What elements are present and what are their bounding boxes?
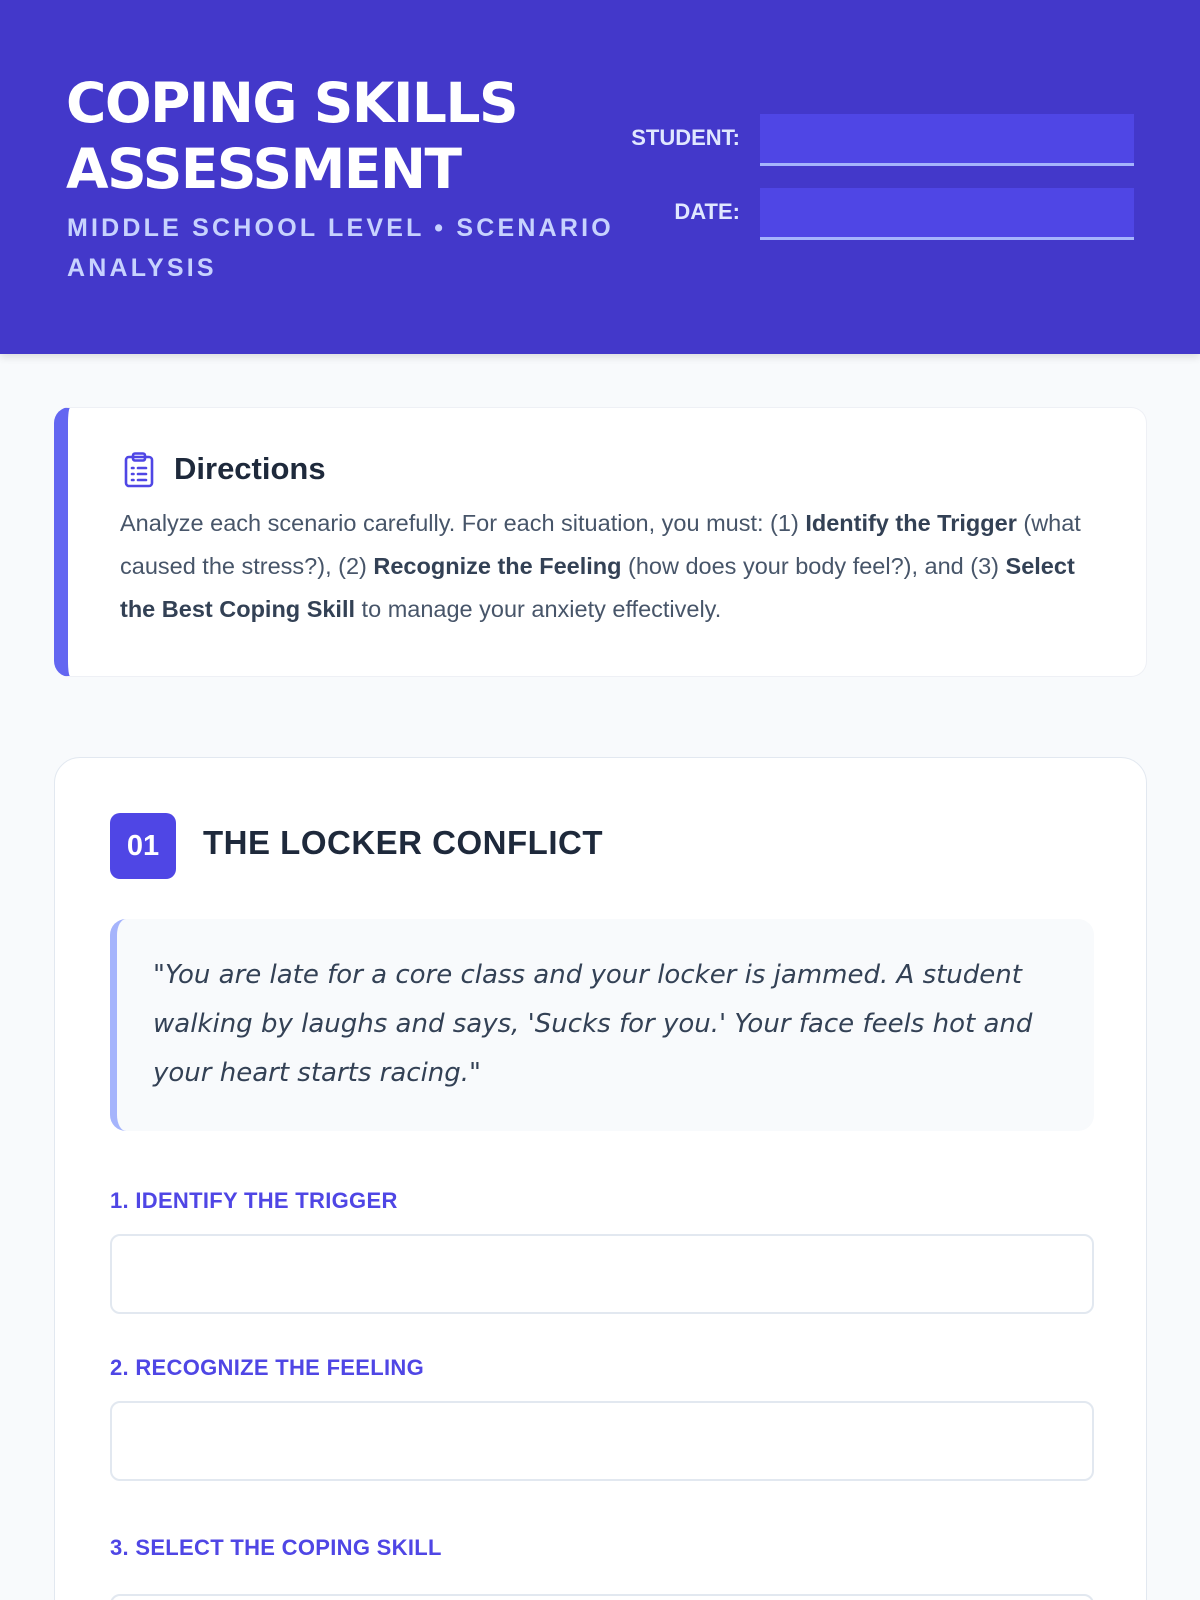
page-header xyxy=(0,0,1200,354)
coping-skill-answer-field[interactable] xyxy=(110,1594,1094,1600)
directions-bold-trigger: Identify the Trigger xyxy=(805,510,1017,536)
directions-title: Directions xyxy=(174,451,326,486)
directions-bold-coping: Select the Best Coping Skill xyxy=(120,553,1075,622)
trigger-answer-field[interactable] xyxy=(110,1234,1094,1314)
scenario-card xyxy=(54,757,1147,1600)
directions-text: Analyze each scenario carefully. For each situation, you must: (1) Identify the Trigger (what caused the stress?), (2) Recognize the Feeling (how does your body feel?), and (3) Select the Best Coping Skill to manage your anxiety effectively. xyxy=(120,510,1081,622)
clipboard-icon xyxy=(123,452,155,488)
date-field[interactable] xyxy=(760,188,1134,240)
question-label-feeling: 2. RECOGNIZE THE FEELING xyxy=(110,1355,425,1380)
title-line-2: ASSESSMENT xyxy=(66,137,461,201)
date-label: DATE: xyxy=(674,199,740,224)
scenario-quote-text: "You are late for a core class and your locker is jammed. A student walking by laughs and says, 'Sucks for you.' Your face feels hot and your heart starts racing." xyxy=(153,960,1033,1088)
scenario-title: THE LOCKER CONFLICT xyxy=(203,824,603,861)
directions-bold-feeling: Recognize the Feeling xyxy=(373,553,622,579)
page-subtitle: MIDDLE SCHOOL LEVEL • SCENARIO ANALYSIS xyxy=(67,214,614,282)
directions-card xyxy=(54,407,1147,677)
question-label-trigger: 1. IDENTIFY THE TRIGGER xyxy=(110,1188,398,1213)
student-label: STUDENT: xyxy=(631,125,740,150)
feeling-answer-field[interactable] xyxy=(110,1401,1094,1481)
student-name-field[interactable] xyxy=(760,114,1134,166)
title-line-1: COPING SKILLS xyxy=(66,71,518,135)
scenario-quote xyxy=(110,919,1094,1131)
scenario-number-badge: 01 xyxy=(110,813,176,879)
question-label-coping: 3. SELECT THE COPING SKILL xyxy=(110,1535,442,1560)
page-title xyxy=(66,70,626,202)
